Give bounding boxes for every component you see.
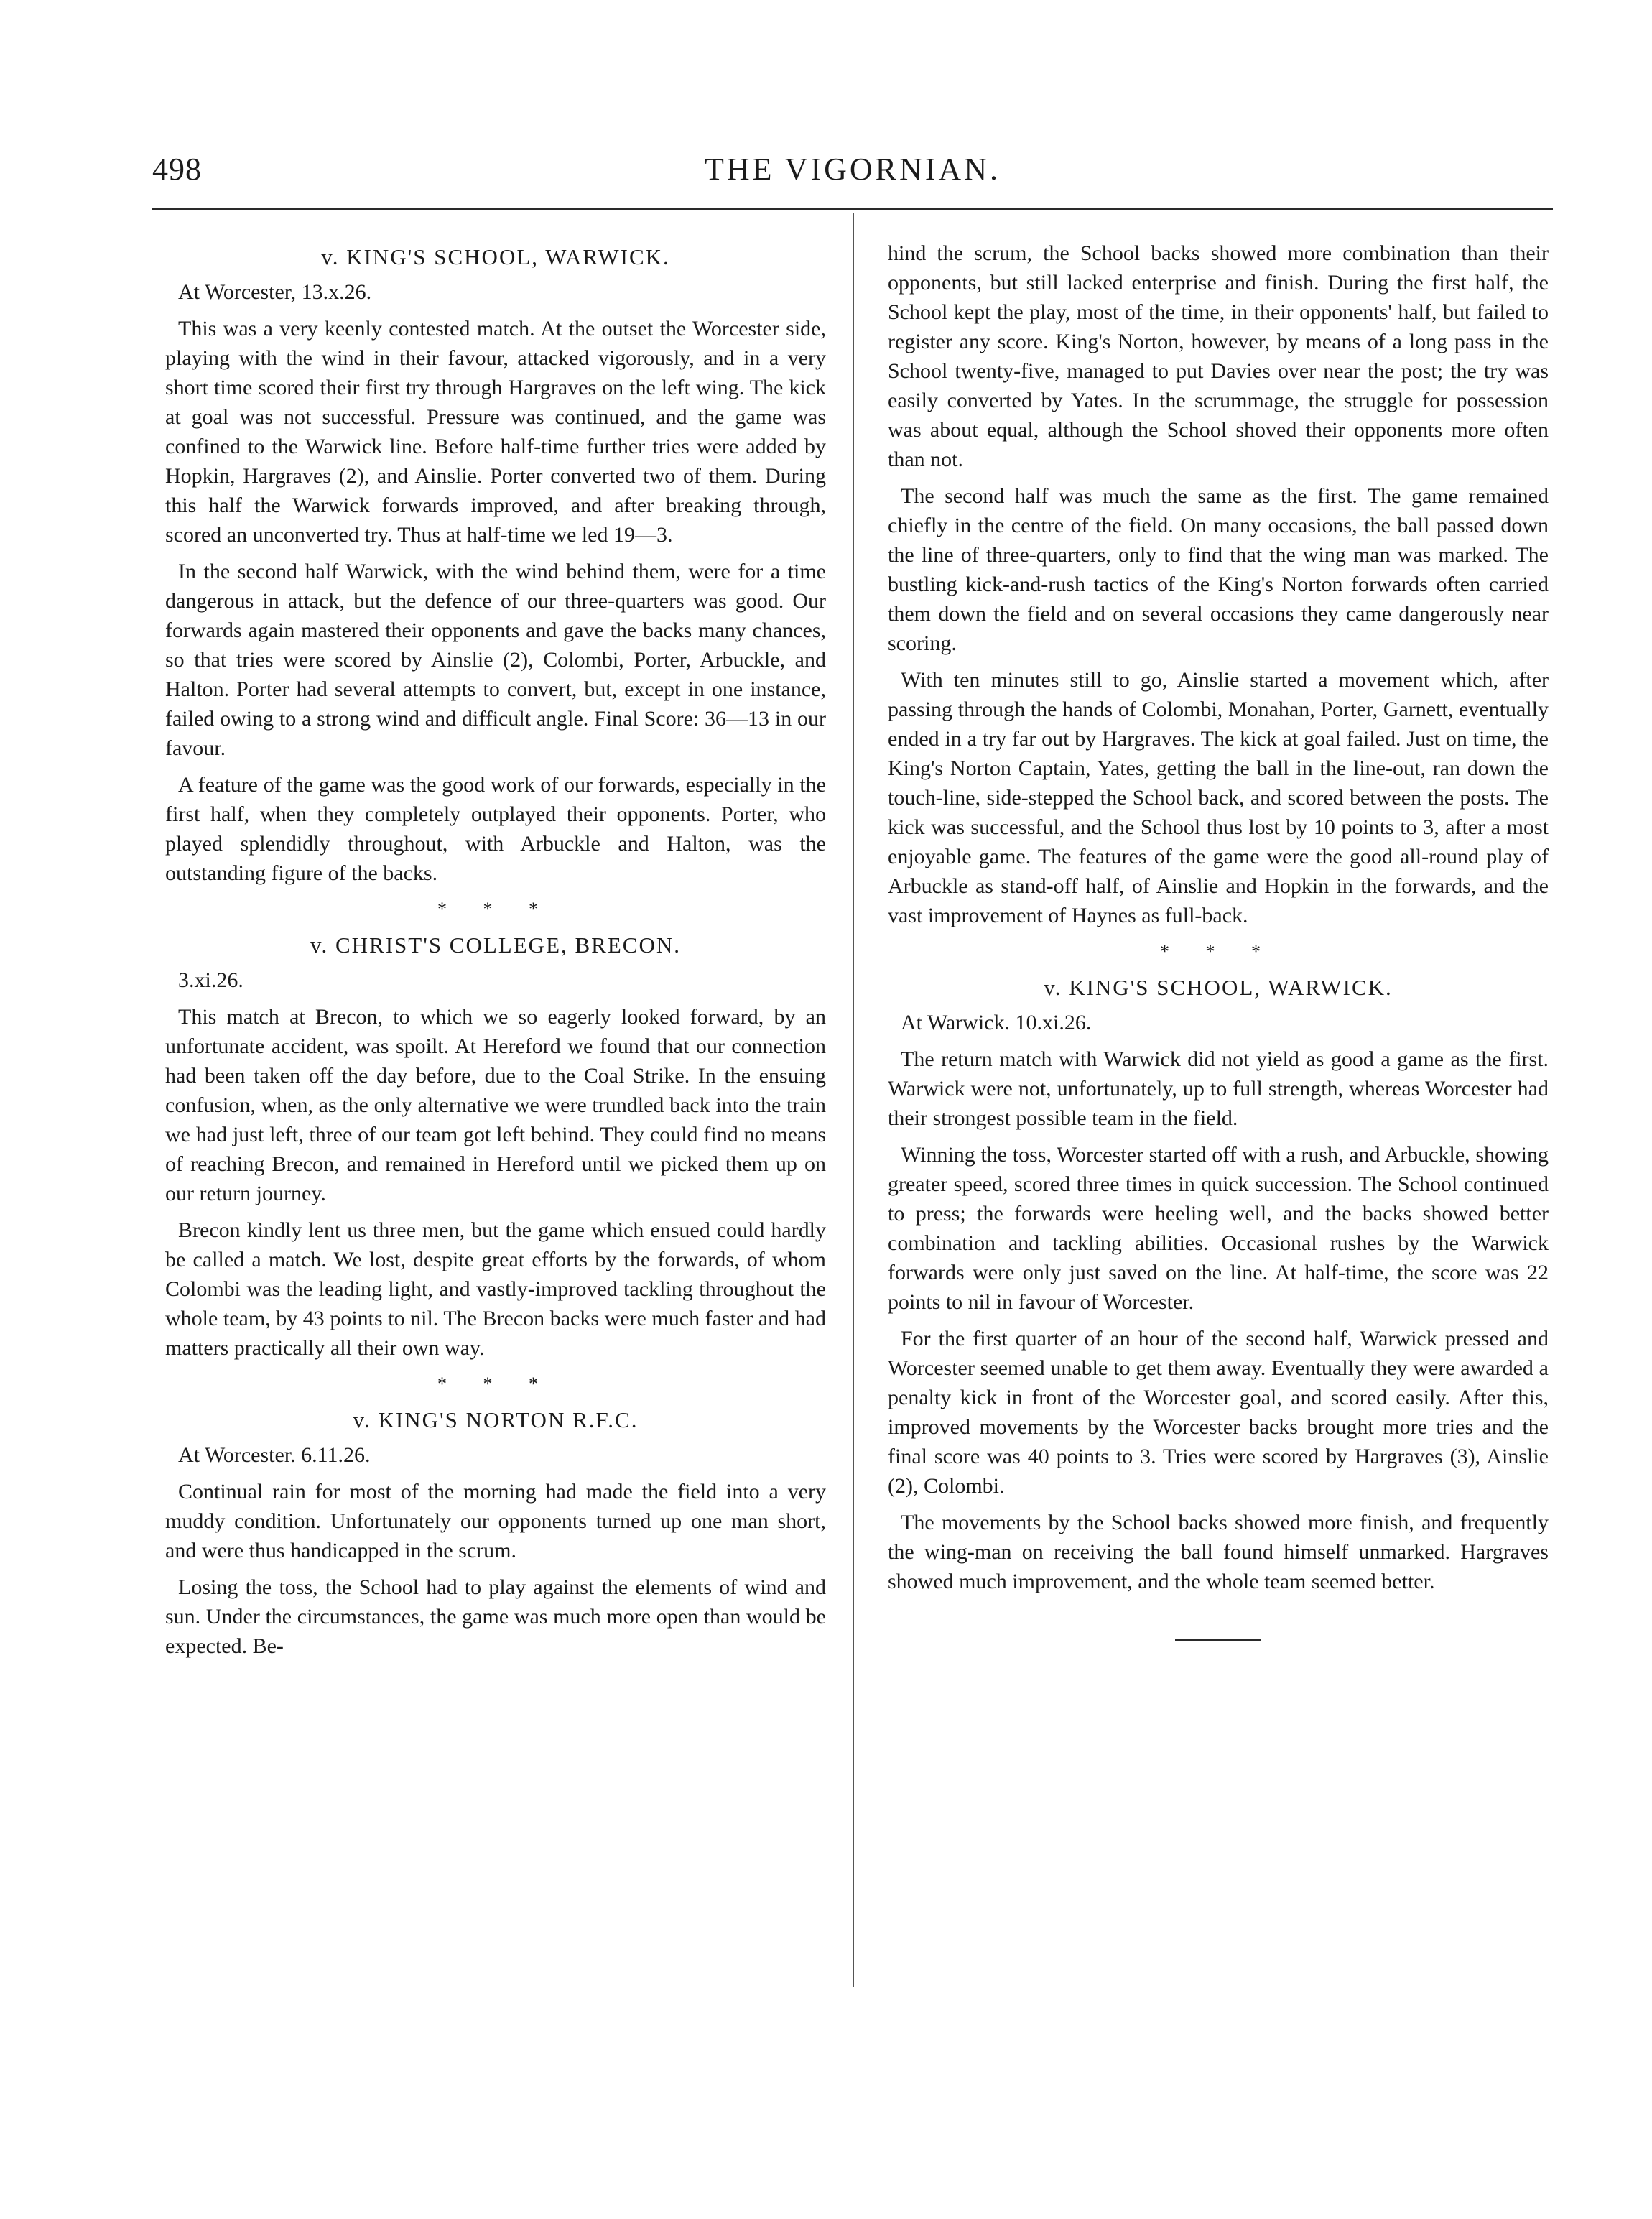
right-column <box>888 238 1549 1641</box>
paragraph: In the second half Warwick, with the wind behind them, were for a time dangerous in attack, but the defence of our three-quarters was good. Our forwards again mastered their opponents and gave the backs many chances, so that tries were scored by Ainslie (2), Colombi, Porter, Arbuckle, and Halton. Porter had several attempts to convert, but, except in one instance, failed owing to a strong wind and difficult angle. Final Score: 36—13 in our favour. <box>165 560 826 760</box>
running-title: THE VIGORNIAN. <box>704 152 1001 187</box>
section-title: v. KING'S NORTON R.F.C. <box>353 1407 639 1432</box>
paragraph: hind the scrum, the School backs showed more combination than their opponents, but still lacked enterprise and finish. During the first half, the School kept the play, most of the time, in their opponents' half, but failed to register any score. King's Norton, however, by means of a long pass in the School twenty-five, managed to put Davies over near the post; the try was easily converted by Yates. In the scrummage, the struggle for possession was about equal, although the School shoved their opponents more often than not. <box>888 241 1549 471</box>
paragraph: Continual rain for most of the morning had made the field into a very muddy condition. Unfortunately our opponents turned up one man short, and were thus handicapped in the scrum. <box>165 1480 826 1562</box>
match-dateline: At Worcester, 13.x.26. <box>178 280 372 304</box>
match-dateline: At Warwick. 10.xi.26. <box>901 1011 1092 1034</box>
paragraph: Brecon kindly lent us three men, but the game which ensued could hardly be called a match. We lost, despite great efforts by the forwards, of whom Colombi was the leading light, and vastly-improved tackling throughout the whole team, by 43 points to nil. The Brecon backs were much faster and had matters practically all their own way. <box>165 1218 826 1360</box>
paragraph: A feature of the game was the good work of our forwards, especially in the first half, when they completely outplayed their opponents. Porter, who played splendidly throughout, with Arbuckle and Halton, was the outstanding figure of the backs. <box>165 773 826 885</box>
section-title: v. CHRIST'S COLLEGE, BRECON. <box>310 932 681 958</box>
paragraph: Winning the toss, Worcester started off with a rush, and Arbuckle, showing greater speed, scored three times in quick succession. The School continued to press; the forwards were heeling well, and the backs showed better combination and tackling abilities. Occasional rushes by the Warwick forwards were only just saved on the line. At half-time, the score was 22 points to nil in favour of Worcester. <box>888 1143 1549 1314</box>
column-divider <box>853 213 854 1987</box>
page-header <box>152 151 1553 201</box>
paragraph: This match at Brecon, to which we so eagerly looked forward, by an unfortunate accident, was spoilt. At Hereford we found that our connection had been taken off the day before, due to the Coal Strike. In the ensuing confusion, when, as the only alternative we were trundled back into the train we had just left, three of our team got left behind. They could find no means of reaching Brecon, and remained in Hereford until we picked them up on our return journey. <box>165 1005 826 1205</box>
page-number: 498 <box>152 152 202 187</box>
section-separator: * * * <box>1160 941 1276 962</box>
paragraph: The second half was much the same as the first. The game remained chiefly in the centre of the field. On many occasions, the ball passed down the line of three-quarters, only to find that the wing man was marked. The bustling kick-and-rush tactics of the King's Norton forwards often carried them down the field and on several occasions they came dangerously near scoring. <box>888 484 1549 655</box>
match-dateline: 3.xi.26. <box>178 968 243 992</box>
paragraph: Losing the toss, the School had to play against the elements of wind and sun. Under the circumstances, the game was much more open than would be expected. Be- <box>165 1575 826 1658</box>
section-separator: * * * <box>437 1373 554 1394</box>
paragraph: This was a very keenly contested match. At the outset the Worcester side, playing with the wind in their favour, attacked vigorously, and in a very short time scored their first try through Hargraves on the left wing. The kick at goal was not successful. Pressure was continued, and the game was confined to the Warwick line. Before half-time further tries were added by Hopkin, Hargraves (2), and Ainslie. Porter converted two of them. During this half the Warwick forwards improved, and after breaking through, scored an unconverted try. Thus at half-time we led 19—3. <box>165 317 826 547</box>
paragraph: The movements by the School backs showed more finish, and frequently the wing-man on receiving the ball found himself unmarked. Hargraves showed much improvement, and the whole team seemed better. <box>888 1511 1549 1593</box>
paragraph: The return match with Warwick did not yield as good a game as the first. Warwick were not, unfortunately, up to full strength, whereas Worcester had their strongest possible team in the field. <box>888 1047 1549 1130</box>
paragraph: For the first quarter of an hour of the second half, Warwick pressed and Worcester seemed unable to get them away. Eventually they were awarded a penalty kick in front of the Worcester goal, and scored easily. After this, improved movements by the Worcester backs brought more tries and the final score was 40 points to 3. Tries were scored by Hargraves (3), Ainslie (2), Colombi. <box>888 1327 1549 1498</box>
left-column <box>165 238 826 1668</box>
match-dateline: At Worcester. 6.11.26. <box>178 1443 371 1467</box>
end-rule <box>1175 1639 1261 1641</box>
header-rule <box>152 208 1553 210</box>
section-title: v. KING'S SCHOOL, WARWICK. <box>1044 975 1393 1000</box>
section-separator: * * * <box>437 899 554 919</box>
section-title: v. KING'S SCHOOL, WARWICK. <box>321 244 670 269</box>
paragraph: With ten minutes still to go, Ainslie started a movement which, after passing through the hands of Colombi, Monahan, Porter, Garnett, eventually ended in a try far out by Hargraves. The kick at goal failed. Just on time, the King's Norton Captain, Yates, getting the ball in the line-out, ran down the touch-line, side-stepped the School back, and scored between the posts. The kick was successful, and the School thus lost by 10 points to 3, after a most enjoyable game. The features of the game were the good all-round play of Arbuckle as stand-off half, of Ainslie and Hopkin in the forwards, and the vast improvement of Haynes as full-back. <box>888 668 1549 927</box>
